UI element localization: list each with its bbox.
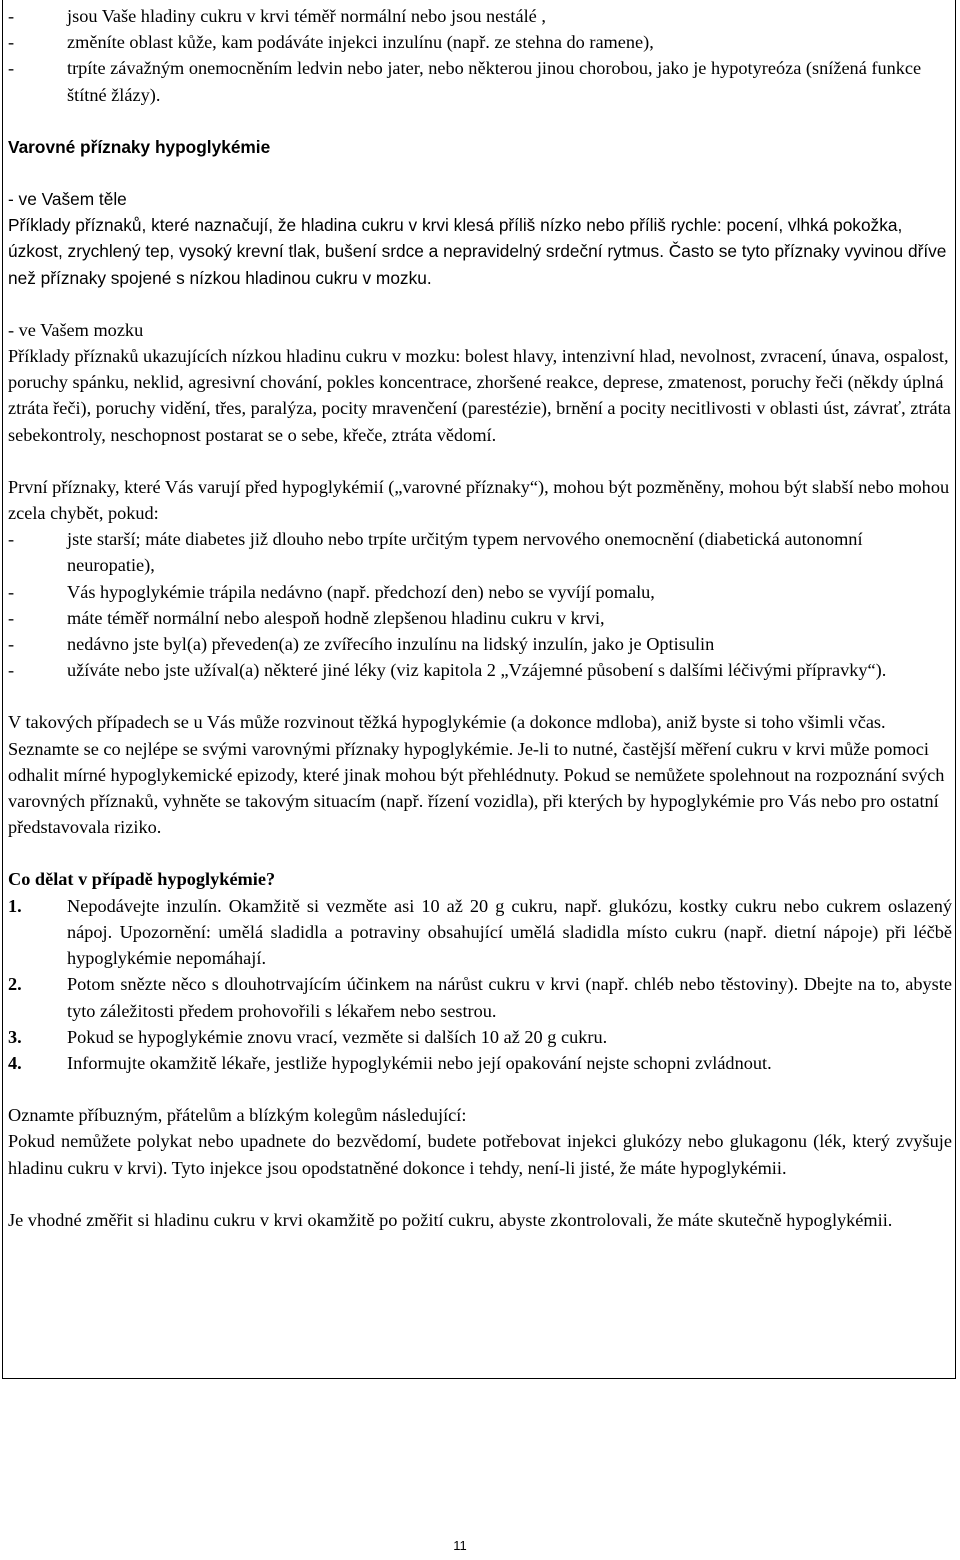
- page-number: 11: [453, 1538, 467, 1553]
- subheading-body: - ve Vašem těle: [8, 189, 127, 210]
- section-heading-what-to-do: Co dělat v případě hypoglykémie?: [8, 869, 276, 890]
- numbered-step: [8, 1024, 952, 1050]
- step-text: Pokud se hypoglykémie znovu vrací, vezměte si dalších 10 až 20 g cukru.: [67, 1026, 608, 1047]
- list-item: [8, 526, 952, 578]
- list-item-text: Vás hypoglykémie trápila nedávno (např. předchozí den) nebo se vyvíjí pomalu,: [67, 581, 655, 602]
- paragraph-brain-symptoms: Příklady příznaků ukazujících nízkou hladinu cukru v mozku: bolest hlavy, intenzivní hlad, nevolnost, zvracení, únava, ospalost, poruchy spánku, neklid, agresivní chování, pokles koncentrace, zhoršené reakce, deprese, zmatenost, poruchy řeči (někdy úplná ztráta řeči), poruchy vidění, třes, paralýza, pocity mravenčení (parestézie), brnění a pocity necitlivosti v oblasti úst, závrať, ztráta sebekontroly, neschopnost postarat se o sebe, křeče, ztráta vědomí.: [8, 346, 951, 445]
- list-item-text: užíváte nebo jste užíval(a) některé jiné léky (viz kapitola 2 „Vzájemné působení s dalšími léčivými přípravky“).: [67, 660, 887, 681]
- list-item: [8, 631, 952, 657]
- list-item-text: trpíte závažným onemocněním ledvin nebo jater, nebo některou jinou chorobou, jako je hypotyreóza (snížená funkce štítné žlázy).: [67, 58, 922, 105]
- step-text: Nepodávejte inzulín. Okamžitě si vezměte asi 10 až 20 g cukru, např. glukózu, kostky cukru nebo cukrem oslazený nápoj. Upozornění: umělá sladidla a potraviny obsahující umělá sladidla místo cukru (např. dietní nápoje) při léčbě hypoglykémie nepomáhají.: [67, 895, 952, 969]
- list-marker: -: [8, 660, 15, 681]
- paragraph-first-signs: První příznaky, které Vás varují před hypoglykémií („varovné příznaky“), mohou být pozměněny, mohou být slabší nebo mohou zcela chybět, pokud:: [8, 476, 950, 524]
- numbered-step: [8, 893, 952, 972]
- step-number: 1.: [8, 895, 22, 916]
- step-number: 3.: [8, 1026, 22, 1047]
- list-item-text: nedávno jste byl(a) převeden(a) ze zvířecího inzulínu na lidský inzulín, jako je Optisulin: [67, 634, 715, 655]
- list-item-text: jste starší; máte diabetes již dlouho nebo trpíte určitým typem nervového onemocnění (diabetická autonomní neuropatie),: [67, 529, 863, 576]
- list-item: [8, 605, 952, 631]
- list-item: [8, 3, 952, 29]
- paragraph-severe-hypoglycemia: V takových případech se u Vás může rozvinout těžká hypoglykémie (a dokonce mdloba), aniž byste si toho všimli včas. Seznamte se co nejlépe se svými varovnými příznaky hypoglykémie. Je-li to nutné, častější měření cukru v krvi může pomoci odhalit mírné hypoglykemické epizody, které jinak mohou být přehlédnuty. Pokud se nemůžete spolehnout na rozpoznání svých varovných příznaků, vyhněte se takovým situacím (např. řízení vozidla), při kterých by hypoglykémie pro Vás nebo pro ostatní představovala riziko.: [8, 712, 945, 838]
- list-item-text: změníte oblast kůže, kam podáváte injekci inzulínu (např. ze stehna do ramene),: [67, 32, 654, 53]
- list-marker: -: [8, 6, 15, 26]
- list-item: [8, 29, 952, 55]
- list-marker: -: [8, 607, 15, 628]
- numbered-step: [8, 1050, 952, 1076]
- list-marker: -: [8, 529, 15, 550]
- step-text: Potom snězte něco s dlouhotrvajícím účinkem na nárůst cukru v krvi (např. chléb nebo těstoviny). Dbejte na to, abyste tyto záležitosti předem prohovořili s lékařem nebo sestrou.: [67, 974, 952, 1021]
- list-item: [8, 657, 952, 683]
- step-number: 4.: [8, 1052, 22, 1073]
- list-item-text: máte téměř normální nebo alespoň hodně zlepšenou hladinu cukru v krvi,: [67, 607, 605, 628]
- inform-heading: Oznamte příbuzným, přátelům a blízkým kolegům následující:: [8, 1105, 467, 1126]
- list-item-text: jsou Vaše hladiny cukru v krvi téměř normální nebo jsou nestálé ,: [67, 6, 546, 26]
- list-marker: -: [8, 32, 15, 53]
- document-body: [8, 3, 952, 1233]
- list-marker: -: [8, 581, 15, 602]
- step-number: 2.: [8, 974, 22, 995]
- step-text: Informujte okamžitě lékaře, jestliže hypoglykémii nebo její opakování nejste schopni zvládnout.: [67, 1052, 772, 1073]
- list-marker: -: [8, 634, 15, 655]
- paragraph-final: Je vhodné změřit si hladinu cukru v krvi okamžitě po požití cukru, abyste zkontrolovali, že máte skutečně hypoglykémii.: [8, 1209, 893, 1230]
- list-item: [8, 55, 952, 107]
- paragraph-inform: Pokud nemůžete polykat nebo upadnete do bezvědomí, budete potřebovat injekci glukózy nebo glukagonu (lék, který zvyšuje hladinu cukru v krvi). Tyto injekce jsou opodstatněné dokonce i tehdy, není-li jisté, že máte hypoglykémii.: [8, 1131, 952, 1178]
- section-heading-warning: Varovné příznaky hypoglykémie: [8, 136, 271, 157]
- list-item: [8, 579, 952, 605]
- subheading-brain: - ve Vašem mozku: [8, 319, 144, 340]
- numbered-step: [8, 971, 952, 1023]
- paragraph-body-symptoms: Příklady příznaků, které naznačují, že hladina cukru v krvi klesá příliš nízko nebo příliš rychle: pocení, vlhká pokožka, úzkost, zrychlený tep, vysoký krevní tlak, bušení srdce a nepravidelný srdeční rytmus. Často se tyto příznaky vyvinou dříve než příznaky spojené s nízkou hladinou cukru v mozku.: [8, 215, 947, 288]
- list-marker: -: [8, 58, 15, 79]
